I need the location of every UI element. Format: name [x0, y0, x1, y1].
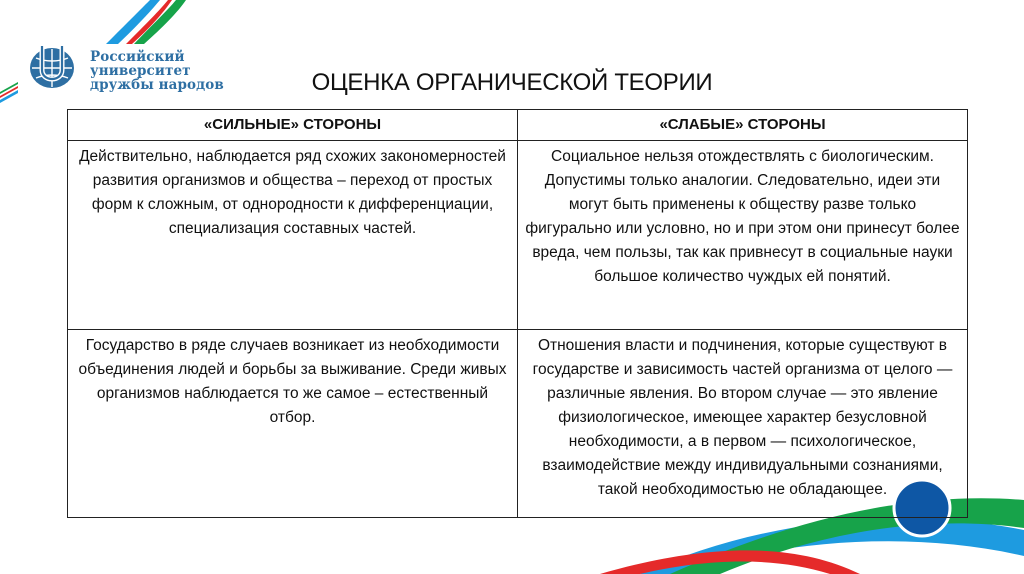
cell-weak: Отношения власти и подчинения, которые существуют в государстве и зависимость частей организма от целого — различные явления. Во втором случае — это явление физиологическое, имеющее характер безусловной необходимости, а в первом — психологическое, взаимодействие между индивидуальными сознаниями, такой необходимостью не обладающее. — [518, 330, 968, 518]
header-strong-sides: «СИЛЬНЫЕ» СТОРОНЫ — [68, 110, 518, 141]
table-row — [68, 141, 968, 330]
table-row — [68, 330, 968, 518]
logo-line-1: Российский университет — [90, 49, 191, 79]
evaluation-table — [67, 109, 968, 518]
header-weak-sides: «СЛАБЫЕ» СТОРОНЫ — [518, 110, 968, 141]
table-header-row — [68, 110, 968, 141]
top-stripes-icon — [106, 0, 186, 44]
cell-strong: Государство в ряде случаев возникает из необходимости объединения людей и борьбы за выживание. Среди живых организмов наблюдается то же самое – естественный отбор. — [68, 330, 518, 518]
logo-line-2: дружбы народов — [90, 77, 224, 93]
page-title: ОЦЕНКА ОРГАНИЧЕСКОЙ ТЕОРИИ — [311, 69, 713, 96]
cell-weak: Социальное нельзя отождествлять с биологическим. Допустимы только аналогии. Следовательно, идеи эти могут быть применены к обществу разве только фигурально или условно, но и при этом они принесут более вреда, чем пользы, так как привнесут в социальные науки большое количество чуждых ей понятий. — [518, 141, 968, 330]
cell-strong: Действительно, наблюдается ряд схожих закономерностей развития организмов и общества – переход от простых форм к сложным, от однородности к дифференциации, специализация составных частей. — [68, 141, 518, 330]
